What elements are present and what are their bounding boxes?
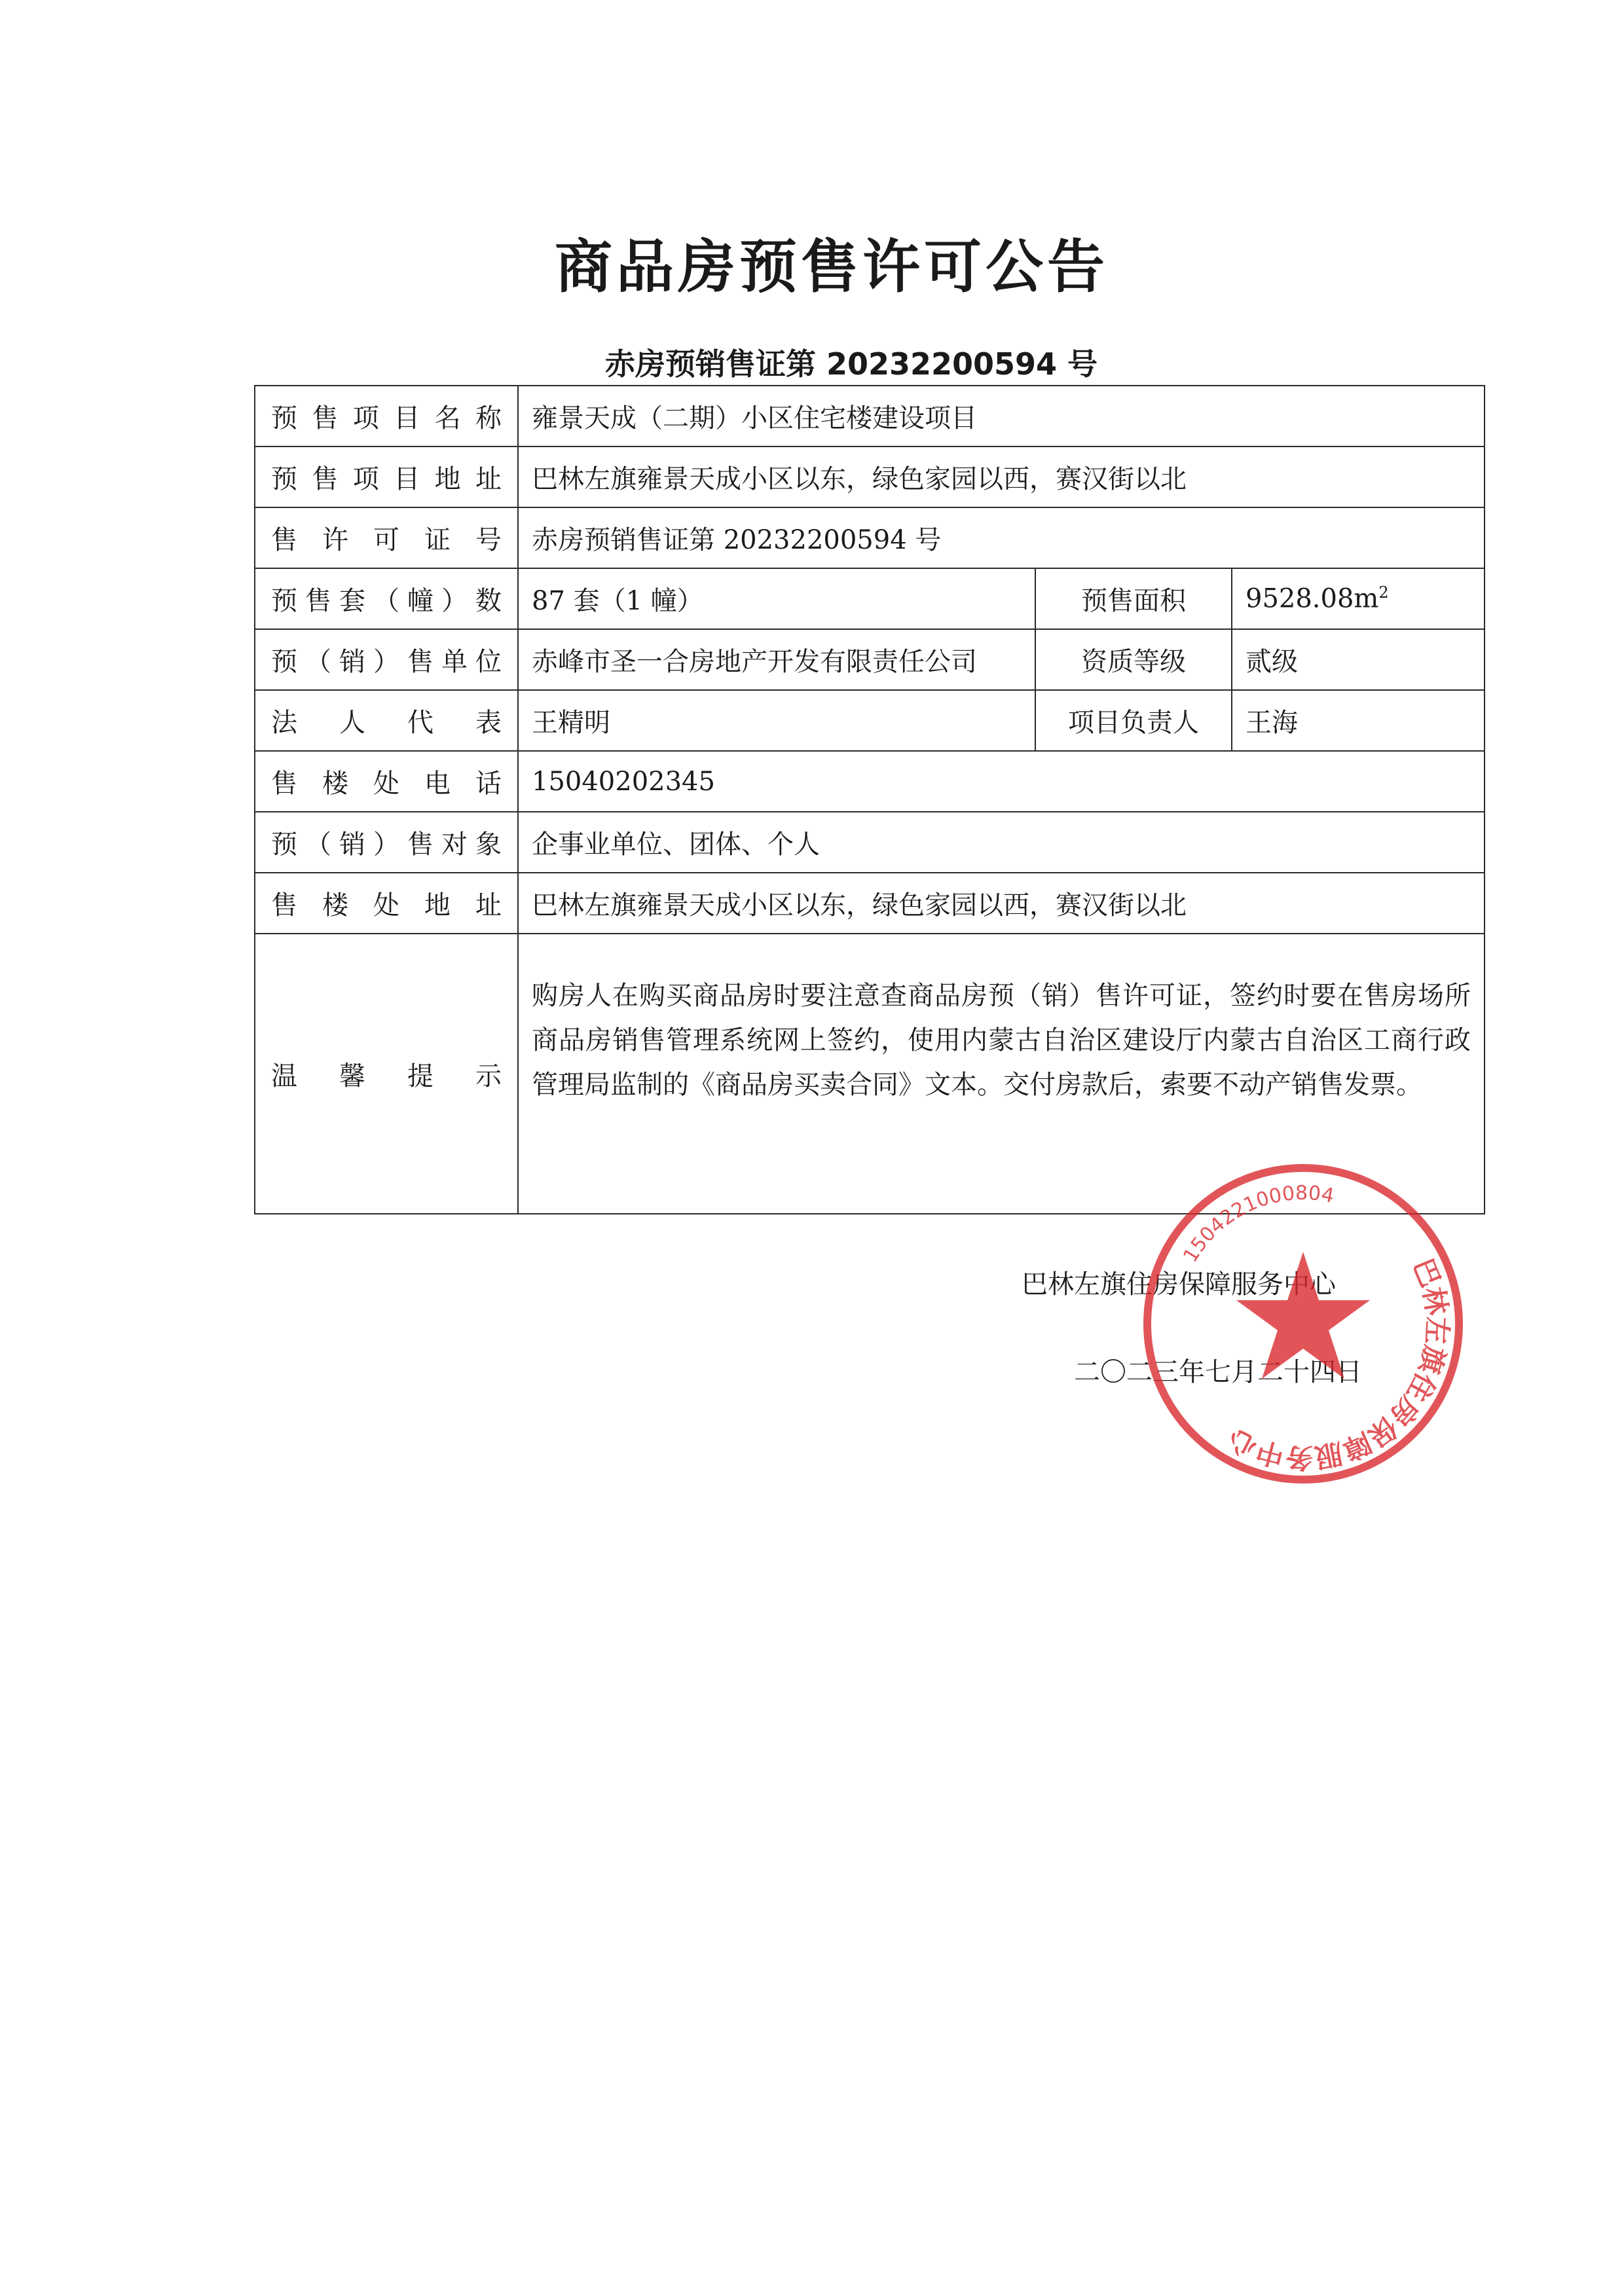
sales-phone-value: 15040202345 bbox=[518, 751, 1485, 812]
presale-area-value: 9528.08m bbox=[1246, 583, 1379, 614]
certificate-number-heading: 赤房预销售证第 20232200594 号 bbox=[604, 346, 1098, 382]
issue-date: 二〇二三年七月二十四日 bbox=[1074, 1357, 1362, 1387]
permit-number-value: 赤房预销售证第 20232200594 号 bbox=[518, 507, 1485, 568]
project-name-value: 雍景天成（二期）小区住宅楼建设项目 bbox=[518, 386, 1485, 446]
seal-star bbox=[1236, 1252, 1370, 1379]
row-label-permit-number: 售许可证号 bbox=[255, 507, 518, 568]
units-value: 87 套（1 幢） bbox=[518, 568, 1035, 629]
tips-text: 购房人在购买商品房时要注意查商品房预（销）售许可证，签约时要在售房场所商品房销售管理系统网上签约，使用内蒙古自治区建设厅内蒙古自治区工商行政管理局监制的《商品房买卖合同》文本。交付房款后，索要不动产销售发票。 bbox=[518, 934, 1485, 1214]
row-label-seller: 预（销）售单位 bbox=[255, 629, 518, 690]
page-title: 商品房预售许可公告 bbox=[554, 233, 1109, 301]
presale-area-unit-superscript: 2 bbox=[1378, 583, 1389, 602]
row-label-project-address: 预售项目地址 bbox=[255, 446, 518, 507]
table-row bbox=[255, 812, 1485, 873]
permit-info-table bbox=[254, 385, 1485, 1214]
table-row bbox=[255, 446, 1485, 507]
table-row bbox=[255, 690, 1485, 751]
seal-number-text: 1504221000804 bbox=[1179, 1181, 1337, 1267]
row-label-sales-office-address: 售楼处地址 bbox=[255, 873, 518, 934]
table-row bbox=[255, 751, 1485, 812]
presale-area-cell bbox=[1232, 568, 1485, 629]
project-manager-value: 王海 bbox=[1232, 690, 1485, 751]
seller-value: 赤峰市圣一合房地产开发有限责任公司 bbox=[518, 629, 1035, 690]
table-row bbox=[255, 629, 1485, 690]
row-label-sales-target: 预（销）售对象 bbox=[255, 812, 518, 873]
row-label-units: 预售套（幢）数 bbox=[255, 568, 518, 629]
presale-area-label: 预售面积 bbox=[1035, 568, 1232, 629]
table-row bbox=[255, 507, 1485, 568]
table-row bbox=[255, 873, 1485, 934]
official-seal-stamp bbox=[1133, 1154, 1473, 1494]
project-manager-label: 项目负责人 bbox=[1035, 690, 1232, 751]
project-address-value: 巴林左旗雍景天成小区以东，绿色家园以西，赛汉街以北 bbox=[518, 446, 1485, 507]
row-label-sales-phone: 售楼处电话 bbox=[255, 751, 518, 812]
row-label-project-name: 预售项目名称 bbox=[255, 386, 518, 446]
table-row bbox=[255, 386, 1485, 446]
row-label-tips: 温馨提示 bbox=[255, 934, 518, 1214]
table-row bbox=[255, 568, 1485, 629]
seal-org-text: 巴林左旗住房保障服务中心 bbox=[1223, 1254, 1454, 1474]
sales-target-value: 企事业单位、团体、个人 bbox=[518, 812, 1485, 873]
legal-rep-value: 王精明 bbox=[518, 690, 1035, 751]
qualification-value: 贰级 bbox=[1232, 629, 1485, 690]
sales-office-address-value: 巴林左旗雍景天成小区以东，绿色家园以西，赛汉街以北 bbox=[518, 873, 1485, 934]
row-label-legal-rep: 法人代表 bbox=[255, 690, 518, 751]
issuing-authority: 巴林左旗住房保障服务中心 bbox=[1022, 1269, 1336, 1300]
qualification-label: 资质等级 bbox=[1035, 629, 1232, 690]
